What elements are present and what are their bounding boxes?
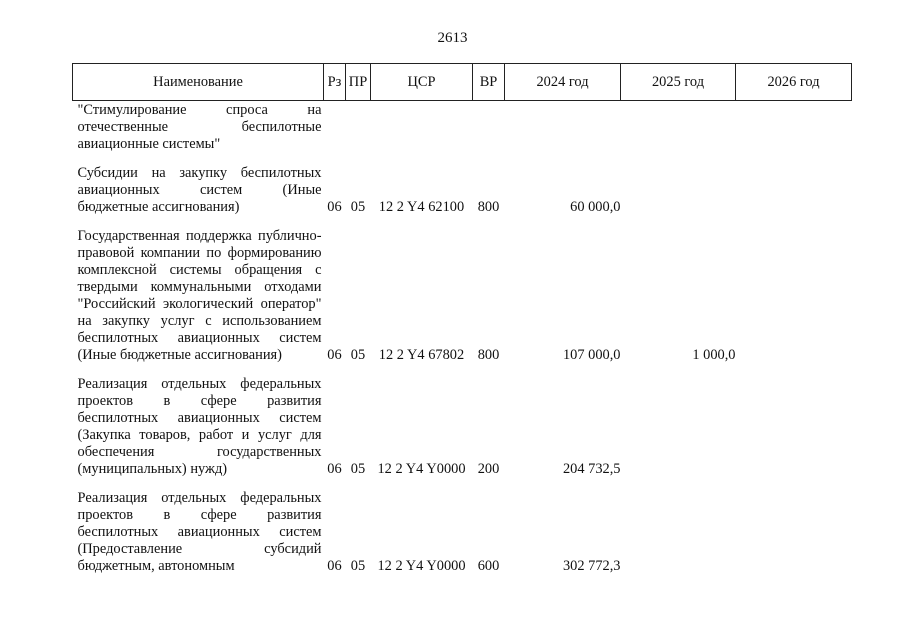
- row-2024: 204 732,5: [562, 461, 621, 477]
- table-row: [73, 163, 852, 226]
- row-2025: [621, 163, 736, 226]
- header-2026: 2026 год: [736, 64, 852, 101]
- table-header-row: [73, 64, 852, 101]
- row-2024: 302 772,3: [562, 558, 621, 574]
- header-vr: ВР: [473, 64, 505, 101]
- row-pr: 05: [350, 199, 366, 215]
- row-2026: [736, 163, 852, 226]
- row-2026: [736, 488, 852, 585]
- row-2026: [736, 374, 852, 488]
- row-name: Реализация отдельных федеральных проектов в сфере развития беспилотных авиационных систем (Предоставление субсидий бюджетным, автономным: [77, 490, 322, 574]
- header-rz: Рз: [324, 64, 346, 101]
- row-vr: 800: [477, 347, 500, 363]
- row-pr: [346, 101, 371, 164]
- table-row: [73, 101, 852, 164]
- row-csr: 12 2 Y4 Y0000: [377, 558, 466, 574]
- row-name: Реализация отдельных федеральных проектов в сфере развития беспилотных авиационных систем (Закупка товаров, работ и услуг для обеспечения государственных (муниципальных) нужд): [77, 376, 322, 477]
- header-name: Наименование: [73, 64, 324, 101]
- row-rz: 06: [327, 461, 342, 477]
- table-row: [73, 226, 852, 374]
- row-vr: [473, 101, 505, 164]
- row-vr: 600: [477, 558, 500, 574]
- row-2025: 1 000,0: [692, 347, 736, 363]
- row-pr: 05: [350, 558, 366, 574]
- row-2026: [736, 101, 852, 164]
- budget-table: [72, 63, 852, 585]
- row-2024: 107 000,0: [562, 347, 621, 363]
- header-csr: ЦСР: [371, 64, 473, 101]
- table-row: [73, 374, 852, 488]
- row-2024: [505, 101, 621, 164]
- header-2025: 2025 год: [621, 64, 736, 101]
- table-row: [73, 488, 852, 585]
- row-rz: 06: [327, 558, 342, 574]
- page-number: 2613: [437, 30, 468, 46]
- row-name: Субсидии на закупку беспилотных авиационных систем (Иные бюджетные ассигнования): [77, 165, 322, 215]
- row-vr: 200: [477, 461, 500, 477]
- row-csr: 12 2 Y4 Y0000: [377, 461, 466, 477]
- row-2024: 60 000,0: [570, 199, 621, 215]
- row-rz: [324, 101, 346, 164]
- row-pr: 05: [350, 347, 366, 363]
- row-rz: 06: [327, 199, 342, 215]
- row-2026: [736, 226, 852, 374]
- row-csr: [371, 101, 473, 164]
- row-csr: 12 2 Y4 67802: [378, 347, 465, 363]
- row-2025: [621, 488, 736, 585]
- row-pr: 05: [350, 461, 366, 477]
- row-vr: 800: [477, 199, 500, 215]
- row-name: Государственная поддержка публично-правовой компании по формированию комплексной системы обращения с твердыми коммунальными отходами "Российский экологический оператор" на закупку услуг с использованием беспилотных авиационных систем (Иные бюджетные ассигнования): [77, 228, 322, 363]
- row-csr: 12 2 Y4 62100: [378, 199, 465, 215]
- header-2024: 2024 год: [505, 64, 621, 101]
- row-2025: [621, 374, 736, 488]
- header-pr: ПР: [346, 64, 371, 101]
- row-name: "Стимулирование спроса на отечественные беспилотные авиационные системы": [77, 102, 322, 152]
- row-rz: 06: [327, 347, 342, 363]
- row-2025: [621, 101, 736, 164]
